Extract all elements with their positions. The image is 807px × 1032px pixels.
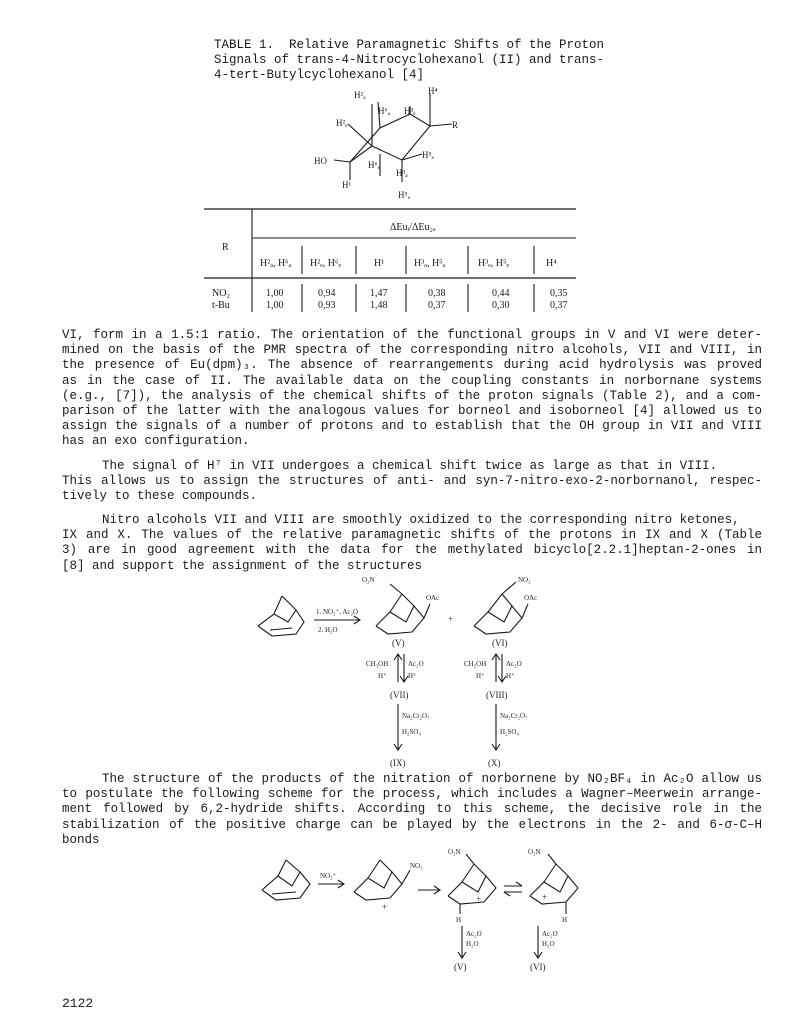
compound-label: (VI) bbox=[492, 638, 508, 648]
substituent-label: NO₂ bbox=[410, 862, 423, 870]
compound-label: (VI) bbox=[530, 962, 546, 972]
reagent-label: Ac₂O bbox=[466, 930, 482, 938]
text-line: mined on the basis of the PMR spectra of the corresponding nitro alcohols, VII and VIII, in bbox=[62, 343, 762, 358]
caption-line: TABLE 1. Relative Paramagnetic Shifts of the Proton bbox=[214, 38, 605, 52]
shift-table bbox=[204, 208, 576, 318]
body-paragraph bbox=[62, 772, 762, 848]
label-h2a: H²ₐ bbox=[354, 90, 366, 100]
table-column-header: H¹ bbox=[374, 258, 385, 269]
charge-label: + bbox=[476, 894, 482, 904]
compound-label: (V) bbox=[392, 638, 405, 648]
compound-label: (VII) bbox=[390, 690, 409, 700]
text-line: as in the case of II. The available data on the coupling constants in norbornane systems bbox=[62, 373, 762, 388]
text-line: ment followed by 6,2-hydride shifts. According to this scheme, the decisive role in the bbox=[62, 802, 762, 817]
reagent-label: H₂O bbox=[466, 940, 479, 948]
table-column-header: H³ₐ, H⁵ₐ bbox=[414, 258, 446, 269]
table-cell: 1,47 bbox=[370, 288, 388, 299]
table-column-header: H²ₑ, H⁶ₑ bbox=[310, 258, 342, 269]
substituent-label: O₂N bbox=[448, 848, 461, 856]
body-paragraph bbox=[62, 328, 762, 450]
cyclohexane-chair-structure bbox=[310, 84, 480, 204]
text-line: [8] and support the assignment of the structures bbox=[62, 558, 423, 573]
table-cell: 1,00 bbox=[266, 288, 284, 299]
reagent-label: H₂O bbox=[542, 940, 555, 948]
text-line: stabilization of the positive charge can be played by the electrons in the 2- and 6-σ-C–H bbox=[62, 817, 762, 832]
reaction-scheme-nitration bbox=[252, 574, 572, 774]
table-cell: 0,38 bbox=[428, 288, 446, 299]
caption-line: Signals of trans-4-Nitrocyclohexanol (II) and trans- bbox=[214, 53, 605, 68]
text-line: assign the signals of a number of protons and to establish that the OH group in VII and VIII bbox=[62, 419, 762, 434]
table-cell: 0,30 bbox=[492, 300, 510, 311]
reagent-label: H₂SO₄ bbox=[500, 728, 519, 736]
text-line: This allows us to assign the structures of anti- and syn-7-nitro-exo-2-norbornanol, respec- bbox=[62, 474, 762, 489]
label-h3e: H³ₑ bbox=[404, 106, 416, 116]
text-line: the presence of Eu(dpm)₃. The absence of rearrangements during acid hydrolysis was proved bbox=[62, 358, 762, 373]
text-line: Nitro alcohols VII and VIII are smoothly oxidized to the corresponding nitro ketones, bbox=[102, 513, 740, 527]
reagent-label: Ac₂O bbox=[542, 930, 558, 938]
label-ho: HO bbox=[314, 156, 327, 166]
label-r: R bbox=[452, 120, 459, 130]
compound-label: (IX) bbox=[390, 758, 406, 768]
compound-label: (X) bbox=[488, 758, 501, 768]
page-number: 2122 bbox=[62, 996, 94, 1011]
table-caption bbox=[214, 38, 614, 84]
text-line: The signal of H⁷ in VII undergoes a chemical shift twice as large as that in VIII. bbox=[102, 459, 718, 473]
text-line: has an exo configuration. bbox=[62, 434, 250, 449]
reagent-label: H⁺ bbox=[378, 672, 387, 680]
substituent-label: OAc bbox=[426, 594, 440, 602]
table-group-header: ΔEuᵢ/ΔEu₂ₐ bbox=[390, 222, 436, 233]
reagent-label: 1. NO₂⁺, Ac₂O bbox=[316, 608, 359, 616]
text-line: tively to these compounds. bbox=[62, 489, 258, 504]
body-paragraph bbox=[62, 459, 762, 505]
table-column-header: H³ₑ, H⁵ₑ bbox=[478, 258, 510, 269]
plus-sign: + bbox=[448, 614, 454, 624]
table-cell: 0,94 bbox=[318, 288, 336, 299]
compound-label: (V) bbox=[454, 962, 467, 972]
reagent-label: Na₂Cr₂O₇ bbox=[500, 712, 528, 720]
atom-label: H bbox=[456, 916, 462, 924]
atom-label: H bbox=[562, 916, 568, 924]
reagent-label: H⁺ bbox=[476, 672, 485, 680]
substituent-label: NO₂ bbox=[518, 576, 531, 584]
text-line: (e.g., [7]), the analysis of the chemical shifts of the proton signals (Table 2), and a com- bbox=[62, 388, 762, 403]
substituent-label: O₂N bbox=[362, 576, 375, 584]
caption-line: 4-tert-Butylcyclohexanol [4] bbox=[214, 68, 425, 83]
table-cell: 0,35 bbox=[550, 288, 568, 299]
label-h5e: H⁵ₑ bbox=[422, 150, 434, 160]
label-h1: H¹ bbox=[342, 180, 352, 190]
reaction-scheme-rearrangement bbox=[256, 846, 586, 976]
body-paragraph bbox=[62, 513, 762, 574]
table-column-header: H⁴ bbox=[546, 258, 557, 269]
text-line: VI, form in a 1.5:1 ratio. The orientation of the functional groups in V and VI were deter- bbox=[62, 328, 762, 342]
reagent-label: Ac₂O bbox=[408, 660, 424, 668]
text-line: parison of the latter with the analogous values for borneol and isoborneol [4] allowed us to bbox=[62, 404, 762, 419]
text-line: 3) are in good agreement with the data for the methylated bicyclo[2.2.1]heptan-2-ones in bbox=[62, 543, 762, 558]
reagent-label: 2. H₂O bbox=[318, 626, 338, 634]
table-row-label: NO₂ bbox=[212, 288, 230, 299]
substituent-label: O₂N bbox=[528, 848, 541, 856]
label-h6e: H⁶ₑ bbox=[368, 160, 380, 170]
reagent-label: H⁺ bbox=[408, 672, 417, 680]
compound-label: (VIII) bbox=[486, 690, 508, 700]
table-cell: 1,48 bbox=[370, 300, 388, 311]
table-row-header: R bbox=[222, 242, 229, 253]
reagent-label: Ac₂O bbox=[506, 660, 522, 668]
charge-label: + bbox=[542, 892, 548, 902]
table-cell: 0,37 bbox=[550, 300, 568, 311]
label-h5a: H⁵ₐ bbox=[398, 190, 411, 200]
table-cell: 0,93 bbox=[318, 300, 336, 311]
substituent-label: OAc bbox=[524, 594, 538, 602]
table-cell: 1,00 bbox=[266, 300, 284, 311]
reagent-label: Na₂Cr₂O₇ bbox=[402, 712, 430, 720]
table-cell: 0,37 bbox=[428, 300, 446, 311]
reagent-label: CH₃OH bbox=[464, 660, 487, 668]
label-h2e: H²ₑ bbox=[336, 118, 348, 128]
label-h6a: H⁶ₐ bbox=[378, 106, 391, 116]
table-cell: 0,44 bbox=[492, 288, 510, 299]
text-line: bonds bbox=[62, 832, 100, 847]
table-column-header: H²ₐ, H⁶ₐ bbox=[260, 258, 292, 269]
reagent-label: H₂SO₄ bbox=[402, 728, 421, 736]
charge-label: + bbox=[382, 902, 388, 912]
reagent-label: H⁺ bbox=[506, 672, 515, 680]
reagent-label: NO₂⁺ bbox=[320, 872, 337, 880]
label-h3a: H³ₐ bbox=[396, 168, 408, 178]
text-line: IX and X. The values of the relative paramagnetic shifts of the protons in IX and X (Table bbox=[62, 528, 762, 543]
reagent-label: CH₃OH bbox=[366, 660, 389, 668]
label-h4: H⁴ bbox=[428, 86, 438, 96]
text-line: The structure of the products of the nitration of norbornene by NO₂BF₄ in Ac₂O allow us bbox=[102, 772, 762, 786]
table-row-label: t-Bu bbox=[212, 300, 230, 311]
text-line: to postulate the following scheme for the process, which includes a Wagner–Meerwein arrange- bbox=[62, 787, 762, 802]
